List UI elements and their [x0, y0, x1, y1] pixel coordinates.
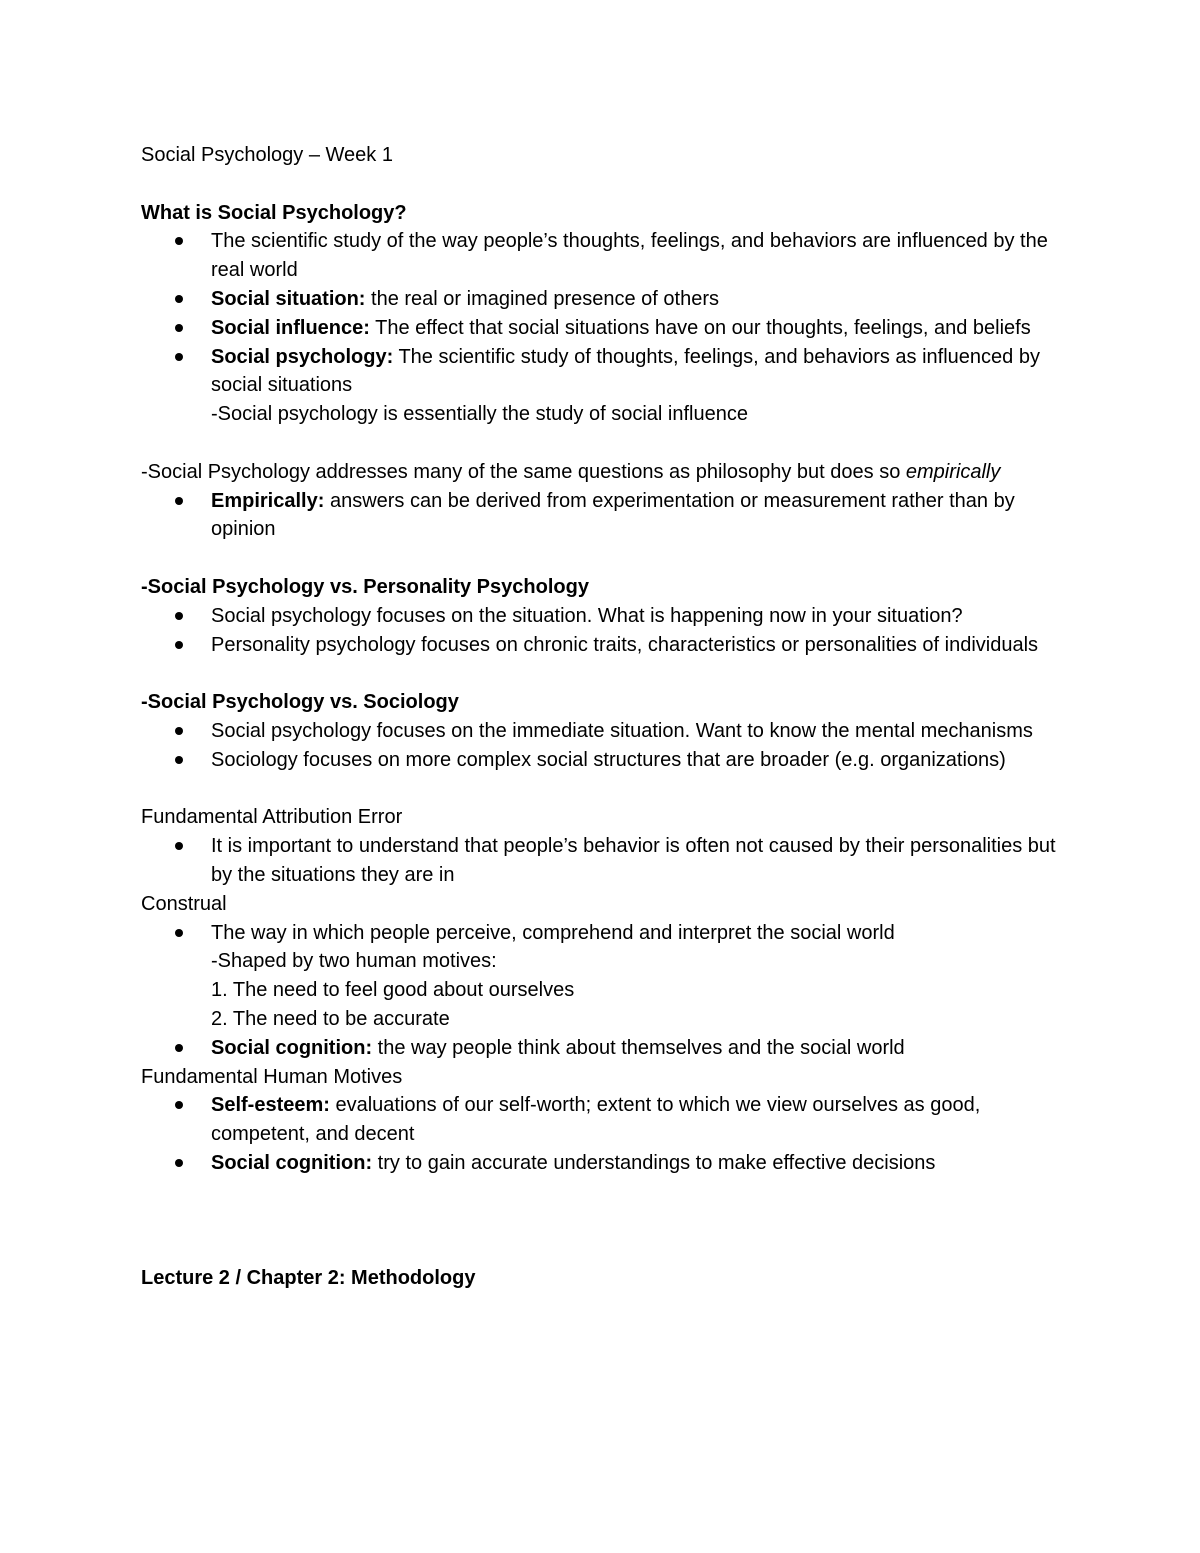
list-item: The way in which people perceive, comprehend and interpret the social world -Shaped by two human motives: 1. The need to feel good about ourselves 2. The need to be accurate [141, 919, 1071, 1034]
section-heading-construal: Construal [141, 892, 227, 915]
bullet-list [141, 1091, 1071, 1177]
list-item: Social influence: The effect that social situations have on our thoughts, feelings, and beliefs [141, 314, 1071, 343]
list-item: The scientific study of the way people’s thoughts, feelings, and behaviors are influenced by the real world [141, 227, 1071, 285]
bullet-list [141, 227, 1071, 400]
list-item: Social psychology focuses on the situation. What is happening now in your situation? [141, 602, 1071, 631]
section-heading-what-is: What is Social Psychology? [141, 201, 407, 224]
bullet-list [141, 717, 1071, 775]
bullet-list [141, 919, 1071, 1063]
list-item: Social psychology: The scientific study of thoughts, feelings, and behaviors as influenced by social situations [141, 343, 1071, 401]
section-heading-sociology: -Social Psychology vs. Sociology [141, 691, 459, 714]
list-item: It is important to understand that people’s behavior is often not caused by their personalities but by the situations they are in [141, 832, 1071, 890]
list-item: Social cognition: try to gain accurate understandings to make effective decisions [141, 1149, 1071, 1178]
bullet-list [141, 832, 1071, 890]
section-heading-personality: -Social Psychology vs. Personality Psychology [141, 575, 589, 598]
lecture-2-heading: Lecture 2 / Chapter 2: Methodology [141, 1266, 476, 1289]
list-item: Social psychology focuses on the immediate situation. Want to know the mental mechanisms [141, 717, 1071, 746]
list-item: Social situation: the real or imagined presence of others [141, 285, 1071, 314]
section-heading-motives: Fundamental Human Motives [141, 1065, 403, 1088]
paragraph-empirical: -Social Psychology addresses many of the same questions as philosophy but does so empirically [141, 460, 1001, 483]
document-page [141, 141, 1071, 1292]
document-title: Social Psychology – Week 1 [141, 144, 393, 166]
list-item: Self-esteem: evaluations of our self-worth; extent to which we view ourselves as good, competent, and decent [141, 1091, 1071, 1149]
list-item: Empirically: answers can be derived from experimentation or measurement rather than by opinion [141, 487, 1071, 545]
list-item: Personality psychology focuses on chronic traits, characteristics or personalities of individuals [141, 631, 1071, 660]
list-item: Sociology focuses on more complex social structures that are broader (e.g. organizations) [141, 746, 1071, 775]
section-heading-fae: Fundamental Attribution Error [141, 806, 403, 829]
sub-note: -Social psychology is essentially the study of social influence [211, 403, 748, 426]
list-item: Social cognition: the way people think about themselves and the social world [141, 1034, 1071, 1063]
bullet-list [141, 487, 1071, 545]
bullet-list [141, 602, 1071, 660]
